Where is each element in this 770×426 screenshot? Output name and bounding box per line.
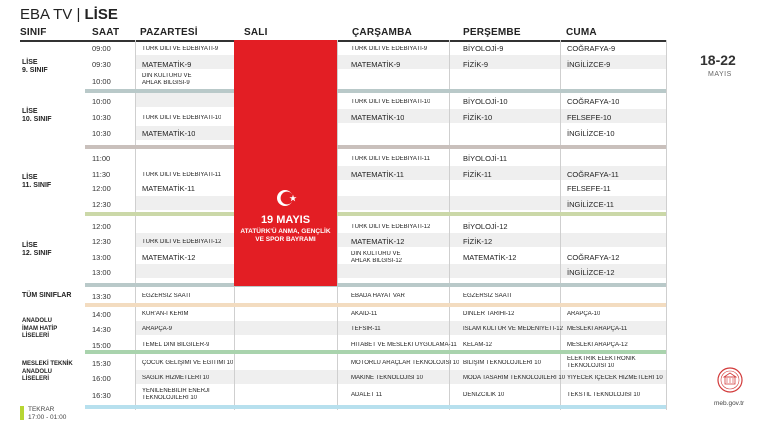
lesson-cell: YENİLENEBİLİR ENERJİ [142,388,210,394]
legend-label: TEKRAR [28,406,55,413]
lesson-cell: MESLEKİ ARAPÇA-12 [567,342,628,348]
group-label-10: LİSE 10. SINIF [22,108,52,123]
lesson-cell: TÜRK DİLİ VE EDEBİYATI-12 [142,239,222,245]
lesson-cell: FİZİK-12 [463,237,493,246]
holiday-title: 19 MAYIS [260,214,311,226]
lesson-cell: AHLAK BİLGİSİ-12 [351,258,403,264]
holiday-subtitle: ATATÜRK'Ü ANMA, GENÇLİK VE SPOR BAYRAMI [240,228,331,243]
section-separator-11 [85,212,666,216]
lesson-cell: EGZERSİZ SAATİ [142,293,191,299]
column-divider [560,40,561,410]
lesson-cell: TÜRK DİLİ VE EDEBİYATI-10 [142,115,222,121]
level-label: LİSE [84,6,118,23]
legend-time: 17:00 - 01:00 [28,413,67,421]
time-slot: 13:30 [92,292,111,301]
lesson-cell: MESLEKİ ARAPÇA-11 [567,326,628,332]
lesson-cell: SAĞLIK HİZMETLERİ 10 [142,375,210,381]
lesson-cell: TÜRK DİLİ VE EDEBİYATI-11 [142,172,222,178]
lesson-cell: MATEMATİK-12 [463,253,517,262]
date-range: 18-22 [700,52,736,68]
lesson-cell: MATEMATİK-12 [142,253,196,262]
lesson-cell: TÜRK DİLİ VE EDEBİYATI-9 [142,46,219,52]
lesson-cell: COĞRAFYA-9 [567,44,616,53]
legend-swatch [20,406,24,420]
lesson-cell: FELSEFE-11 [567,184,611,193]
lesson-cell: BİYOLOJİ-9 [463,44,504,53]
lesson-cell: TEKSTİL TEKNOLOJİSİ 10 [567,392,641,398]
time-slot: 16:00 [92,374,111,383]
section-separator-aihl [85,350,666,354]
time-slot: 15:00 [92,341,111,350]
month-label: MAYIS [708,71,732,78]
lesson-cell: DENİZCİLİK 10 [463,392,505,398]
lesson-cell: MATEMATİK-9 [351,60,401,69]
lesson-cell: AHLAK BİLGİSİ-9 [142,80,190,86]
lesson-cell: İNGİLİZCE-9 [567,60,611,69]
lesson-cell: FELSEFE-10 [567,113,612,122]
time-slot: 10:30 [92,129,111,138]
lesson-cell: MATEMATİK-9 [142,60,192,69]
lesson-cell: DİN KÜLTÜRÜ VE [142,73,192,79]
lesson-cell: MATEMATİK-11 [142,184,195,193]
time-slot: 12:00 [92,222,111,231]
lesson-cell: AKAİD-11 [351,311,378,317]
lesson-cell: YİYECEK İÇECEK HİZMETLERİ 10 [567,375,663,381]
lesson-cell: ADALET 11 [351,392,383,398]
lesson-cell: BİYOLOJİ-12 [463,222,508,231]
lesson-cell: TÜRK DİLİ VE EDEBİYATI-10 [351,99,431,105]
lesson-cell: TEMEL DİNİ BİLGİLER-9 [142,342,210,348]
row-bg [135,93,234,107]
lesson-cell: ELEKTRİK ELEKTRONİK [567,356,636,362]
lesson-cell: EBADA HAYAT VAR [351,293,405,299]
group-label-12: LİSE 12. SINIF [22,242,52,257]
website-label: meb.gov.tr [714,400,745,407]
lesson-cell: ARAPÇA-10 [567,311,601,317]
lesson-cell: İNGİLİZCE-12 [567,268,615,277]
group-label-mtal: MESLEKİ TEKNİK ANADOLU LİSELERİ [22,361,73,382]
lesson-cell: TEFSİR-11 [351,326,381,332]
group-label-11: LİSE 11. SINIF [22,174,52,189]
row-bg [337,196,666,210]
title-divider: | [76,6,81,23]
time-slot: 12:30 [92,200,111,209]
time-slot: 10:30 [92,113,111,122]
lesson-cell: TÜRK DİLİ VE EDEBİYATI-9 [351,46,428,52]
lesson-cell: EGZERSİZ SAATİ [463,293,512,299]
time-slot: 16:30 [92,391,111,400]
holiday-panel [234,40,337,286]
col-header-persembe: PERŞEMBE [463,27,521,38]
col-header-pazartesi: PAZARTESİ [140,27,198,38]
lesson-cell: HİTABET VE MESLEKİ UYGULAMA-11 [351,342,457,348]
section-separator-12 [85,283,666,287]
lesson-cell: MAKİNE TEKNOLOJİSİ 10 [351,375,423,381]
legend-text [28,406,66,421]
lesson-cell: ÇOCUK GELİŞİMİ VE EĞİTİMİ 10 [142,360,234,366]
column-divider [337,40,338,410]
column-divider [666,40,667,410]
time-slot: 11:00 [92,154,111,163]
time-slot: 15:30 [92,359,111,368]
header-rule [20,40,666,42]
lesson-cell: FİZİK-9 [463,60,489,69]
lesson-cell: COĞRAFYA-11 [567,170,619,179]
time-slot: 12:00 [92,184,111,193]
column-divider [449,40,450,410]
lesson-cell: MATEMATİK-10 [351,113,405,122]
row-bg [135,196,234,210]
lesson-cell: COĞRAFYA-12 [567,253,620,262]
lesson-cell: KELAM-12 [463,342,493,348]
lesson-cell: MATEMATİK-12 [351,237,405,246]
time-slot: 13:00 [92,253,111,262]
lesson-cell: İSLAM KÜLTÜR VE MEDENİYETİ-12 [463,326,563,332]
group-label-9: LİSE 9. SINIF [22,59,48,74]
lesson-cell: TEKNOLOJİLERİ 10 [142,395,198,401]
lesson-cell: BİYOLOJİ-10 [463,97,508,106]
column-divider [135,40,136,410]
meb-logo-icon [717,367,743,393]
col-header-cuma: CUMA [566,27,597,38]
lesson-cell: COĞRAFYA-10 [567,97,620,106]
lesson-cell: TEKNOLOJİSİ 10 [567,363,615,369]
section-separator-tum [85,303,666,307]
col-header-sinif: SINIF [20,27,47,38]
lesson-cell: TÜRK DİLİ VE EDEBİYATI-11 [351,156,431,162]
time-slot: 09:00 [92,44,111,53]
time-slot: 12:30 [92,237,111,246]
time-slot: 10:00 [92,97,111,106]
page-title [20,6,118,24]
lesson-cell: FİZİK-11 [463,170,492,179]
lesson-cell: DİN KÜLTÜRÜ VE [351,251,401,257]
lesson-cell: FİZİK-10 [463,113,493,122]
lesson-cell: DİNLER TARİHİ-12 [463,311,515,317]
time-slot: 10:00 [92,77,111,86]
time-slot: 11:30 [92,170,111,179]
lesson-cell: BİLİŞİM TEKNOLOJİLERİ 10 [463,360,541,366]
lesson-cell: MATEMATİK-11 [351,170,404,179]
time-slot: 14:30 [92,325,111,334]
lesson-cell: TÜRK DİLİ VE EDEBİYATI-12 [351,224,431,230]
section-separator-9 [85,89,666,93]
lesson-cell: KUR'AN-I KERİM [142,311,189,317]
lesson-cell: MATEMATİK-10 [142,129,196,138]
col-header-sali: SALI [244,27,268,38]
section-separator-10 [85,145,666,149]
lesson-cell: İNGİLİZCE-11 [567,200,614,209]
lesson-cell: ARAPÇA-9 [142,326,173,332]
lesson-cell: MODA TASARIM TEKNOLOJİLERİ 10 [463,375,566,381]
row-bg [135,264,234,278]
group-label-tum: TÜM SINIFLAR [22,292,72,299]
lesson-cell: BİYOLOJİ-11 [463,154,508,163]
section-separator-mtal [85,405,666,409]
time-slot: 09:30 [92,60,111,69]
group-label-aihl: ANADOLU İMAM HATİP LİSELERİ [22,318,58,339]
col-header-carsamba: ÇARŞAMBA [352,27,412,38]
col-header-saat: SAAT [92,27,120,38]
row-bg [337,264,666,278]
brand-label: EBA TV [20,6,73,23]
time-slot: 14:00 [92,310,111,319]
lesson-cell: İNGİLİZCE-10 [567,129,615,138]
time-slot: 13:00 [92,268,111,277]
crescent-star-icon [276,187,298,209]
lesson-cell: MOTORLU ARAÇLAR TEKNOLOJİSİ 10 [351,360,460,366]
